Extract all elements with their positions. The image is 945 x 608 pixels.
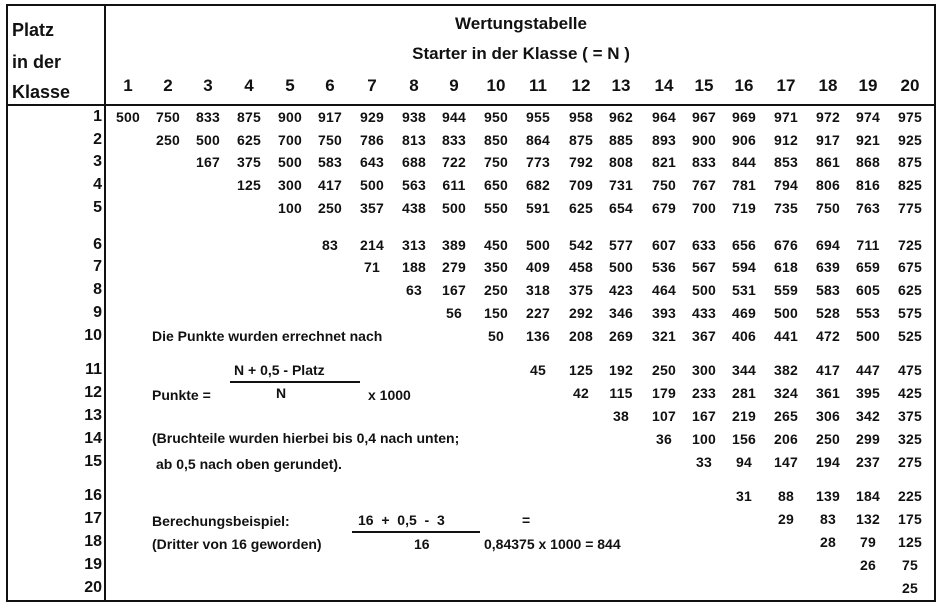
table-cell: 472 <box>816 328 840 344</box>
table-cell: 861 <box>816 154 840 170</box>
table-cell: 700 <box>278 132 302 148</box>
table-cell: 299 <box>856 431 880 447</box>
table-cell: 292 <box>569 305 593 321</box>
table-cell: 763 <box>856 200 880 216</box>
table-cell: 577 <box>609 237 633 253</box>
table-cell: 700 <box>692 200 716 216</box>
table-cell: 423 <box>609 282 633 298</box>
table-cell: 688 <box>402 154 426 170</box>
table-cell: 962 <box>609 109 633 125</box>
table-cell: 917 <box>816 132 840 148</box>
row-number: 8 <box>93 281 102 298</box>
row-number: 14 <box>84 430 102 447</box>
table-cell: 893 <box>652 132 676 148</box>
rounding-note-2: ab 0,5 nach oben gerundet). <box>156 456 342 472</box>
row-number: 7 <box>93 258 102 275</box>
table-cell: 656 <box>732 237 756 253</box>
table-cell: 900 <box>278 109 302 125</box>
row-number: 5 <box>93 199 102 216</box>
table-cell: 625 <box>898 282 922 298</box>
table-cell: 938 <box>402 109 426 125</box>
table-cell: 71 <box>364 259 380 275</box>
table-cell: 875 <box>237 109 261 125</box>
table-cell: 794 <box>774 177 798 193</box>
table-cell: 722 <box>442 154 466 170</box>
table-cell: 125 <box>569 362 593 378</box>
table-cell: 536 <box>652 259 676 275</box>
table-cell: 38 <box>613 408 629 424</box>
table-cell: 500 <box>774 305 798 321</box>
table-cell: 45 <box>530 362 546 378</box>
table-cell: 500 <box>360 177 384 193</box>
column-header: 17 <box>776 76 796 95</box>
table-cell: 775 <box>898 200 922 216</box>
table-cell: 735 <box>774 200 798 216</box>
table-cell: 475 <box>898 362 922 378</box>
table-cell: 625 <box>569 200 593 216</box>
table-cell: 808 <box>609 154 633 170</box>
column-header: 12 <box>571 76 591 95</box>
table-cell: 194 <box>816 454 840 470</box>
table-cell: 83 <box>820 511 836 527</box>
table-cell: 750 <box>652 177 676 193</box>
table-cell: 321 <box>652 328 676 344</box>
table-cell: 325 <box>898 431 922 447</box>
example-result: 0,84375 x 1000 = 844 <box>484 536 621 552</box>
table-cell: 955 <box>526 109 550 125</box>
table-cell: 650 <box>484 177 508 193</box>
table-cell: 88 <box>778 488 794 504</box>
row-number: 2 <box>93 131 102 148</box>
table-cell: 917 <box>318 109 342 125</box>
example-label: Berechungsbeispiel: <box>152 513 290 529</box>
table-cell: 156 <box>732 431 756 447</box>
row-number: 4 <box>93 176 102 193</box>
table-cell: 750 <box>484 154 508 170</box>
table-cell: 63 <box>406 282 422 298</box>
row-number: 12 <box>84 384 102 401</box>
table-subtitle: Starter in der Klasse ( = N ) <box>412 44 630 63</box>
table-cell: 925 <box>898 132 922 148</box>
table-cell: 633 <box>692 237 716 253</box>
header-divider <box>6 104 936 106</box>
table-cell: 531 <box>732 282 756 298</box>
column-header: 13 <box>611 76 631 95</box>
table-cell: 375 <box>898 408 922 424</box>
table-cell: 300 <box>278 177 302 193</box>
table-cell: 786 <box>360 132 384 148</box>
table-cell: 500 <box>116 109 140 125</box>
table-cell: 313 <box>402 237 426 253</box>
table-cell: 324 <box>774 385 798 401</box>
column-header: 16 <box>734 76 754 95</box>
table-cell: 875 <box>898 154 922 170</box>
table-cell: 921 <box>856 132 880 148</box>
table-cell: 100 <box>278 200 302 216</box>
table-cell: 417 <box>318 177 342 193</box>
table-cell: 969 <box>732 109 756 125</box>
table-cell: 306 <box>816 408 840 424</box>
table-cell: 250 <box>652 362 676 378</box>
table-cell: 83 <box>322 237 338 253</box>
column-header: 15 <box>694 76 714 95</box>
table-cell: 559 <box>774 282 798 298</box>
table-cell: 425 <box>898 385 922 401</box>
table-cell: 94 <box>736 454 752 470</box>
table-cell: 682 <box>526 177 550 193</box>
column-header: 5 <box>285 76 295 95</box>
row-number: 1 <box>93 108 102 125</box>
table-cell: 563 <box>402 177 426 193</box>
table-cell: 406 <box>732 328 756 344</box>
row-number: 16 <box>84 487 102 504</box>
table-cell: 813 <box>402 132 426 148</box>
corner-label-platz: Platz <box>12 20 55 40</box>
table-cell: 344 <box>732 362 756 378</box>
column-header: 2 <box>163 76 173 95</box>
row-number: 9 <box>93 304 102 321</box>
table-cell: 833 <box>692 154 716 170</box>
table-cell: 833 <box>196 109 220 125</box>
table-cell: 136 <box>526 328 550 344</box>
table-cell: 711 <box>856 237 880 253</box>
table-cell: 279 <box>442 259 466 275</box>
table-cell: 675 <box>898 259 922 275</box>
formula-label: Punkte = <box>152 387 211 403</box>
table-cell: 433 <box>692 305 716 321</box>
table-cell: 281 <box>732 385 756 401</box>
column-header: 6 <box>325 76 335 95</box>
table-cell: 367 <box>692 328 716 344</box>
table-cell: 950 <box>484 109 508 125</box>
row-number: 20 <box>84 579 102 596</box>
table-cell: 250 <box>816 431 840 447</box>
column-header: 1 <box>123 76 133 95</box>
table-cell: 844 <box>732 154 756 170</box>
table-cell: 125 <box>898 534 922 550</box>
example-equals: = <box>522 512 531 528</box>
table-cell: 900 <box>692 132 716 148</box>
column-header: 3 <box>203 76 213 95</box>
table-cell: 28 <box>820 534 836 550</box>
row-number: 19 <box>84 556 102 573</box>
table-cell: 525 <box>898 328 922 344</box>
table-cell: 583 <box>816 282 840 298</box>
table-cell: 206 <box>774 431 798 447</box>
table-cell: 458 <box>569 259 593 275</box>
table-cell: 500 <box>442 200 466 216</box>
table-cell: 750 <box>156 109 180 125</box>
column-header: 14 <box>654 76 674 95</box>
table-cell: 825 <box>898 177 922 193</box>
table-cell: 725 <box>898 237 922 253</box>
table-cell: 806 <box>816 177 840 193</box>
formula-numerator: N + 0,5 - Platz <box>234 362 325 378</box>
table-cell: 875 <box>569 132 593 148</box>
table-cell: 389 <box>442 237 466 253</box>
column-header: 11 <box>529 76 547 95</box>
table-cell: 500 <box>526 237 550 253</box>
table-cell: 179 <box>652 385 676 401</box>
example-fraction-bar <box>352 531 480 533</box>
table-cell: 192 <box>609 362 633 378</box>
table-cell: 944 <box>442 109 466 125</box>
table-cell: 233 <box>692 385 716 401</box>
table-cell: 611 <box>442 177 466 193</box>
table-cell: 767 <box>692 177 716 193</box>
corner-label-klasse: Klasse <box>12 82 71 102</box>
column-header: 19 <box>858 76 878 95</box>
table-cell: 26 <box>860 557 876 573</box>
table-cell: 50 <box>488 328 504 344</box>
column-header: 9 <box>449 76 459 95</box>
table-cell: 36 <box>656 431 672 447</box>
table-cell: 100 <box>692 431 716 447</box>
table-cell: 150 <box>484 305 508 321</box>
table-cell: 575 <box>898 305 922 321</box>
row-number: 10 <box>84 327 102 344</box>
table-cell: 167 <box>196 154 220 170</box>
table-cell: 719 <box>732 200 756 216</box>
table-cell: 974 <box>856 109 880 125</box>
column-header: 7 <box>367 76 377 95</box>
table-cell: 639 <box>816 259 840 275</box>
table-cell: 731 <box>609 177 633 193</box>
table-cell: 972 <box>816 109 840 125</box>
table-cell: 250 <box>318 200 342 216</box>
row-number: 6 <box>93 236 102 253</box>
corner-label-in-der: in der <box>12 52 62 72</box>
table-cell: 659 <box>856 259 880 275</box>
table-cell: 447 <box>856 362 880 378</box>
table-cell: 816 <box>856 177 880 193</box>
rounding-note-1: (Bruchteile wurden hierbei bis 0,4 nach unten; <box>152 430 460 446</box>
table-cell: 643 <box>360 154 384 170</box>
table-cell: 469 <box>732 305 756 321</box>
formula-fraction-bar <box>230 381 360 383</box>
table-cell: 709 <box>569 177 593 193</box>
row-number: 3 <box>93 153 102 170</box>
table-cell: 500 <box>609 259 633 275</box>
example-numerator: 16 + 0,5 - 3 <box>358 512 445 528</box>
column-header: 20 <box>900 76 920 95</box>
table-cell: 275 <box>898 454 922 470</box>
table-cell: 25 <box>902 580 918 596</box>
table-cell: 438 <box>402 200 426 216</box>
table-cell: 361 <box>816 385 840 401</box>
table-cell: 250 <box>484 282 508 298</box>
table-cell: 357 <box>360 200 384 216</box>
table-cell: 550 <box>484 200 508 216</box>
table-cell: 342 <box>856 408 880 424</box>
table-cell: 625 <box>237 132 261 148</box>
table-cell: 594 <box>732 259 756 275</box>
table-cell: 237 <box>856 454 880 470</box>
column-header: 8 <box>409 76 419 95</box>
table-cell: 56 <box>446 305 462 321</box>
table-cell: 300 <box>692 362 716 378</box>
table-cell: 781 <box>732 177 756 193</box>
table-cell: 125 <box>237 177 261 193</box>
table-cell: 227 <box>526 305 550 321</box>
table-cell: 31 <box>736 488 752 504</box>
column-divider <box>104 4 106 602</box>
table-cell: 500 <box>692 282 716 298</box>
row-number: 11 <box>85 361 102 378</box>
table-cell: 29 <box>778 511 794 527</box>
table-cell: 975 <box>898 109 922 125</box>
table-cell: 853 <box>774 154 798 170</box>
table-cell: 618 <box>774 259 798 275</box>
table-cell: 464 <box>652 282 676 298</box>
table-cell: 75 <box>902 557 918 573</box>
table-cell: 912 <box>774 132 798 148</box>
table-cell: 833 <box>442 132 466 148</box>
table-cell: 167 <box>692 408 716 424</box>
table-cell: 375 <box>237 154 261 170</box>
table-cell: 500 <box>856 328 880 344</box>
table-cell: 42 <box>573 385 589 401</box>
formula-denominator: N <box>276 385 287 401</box>
table-cell: 553 <box>856 305 880 321</box>
table-cell: 964 <box>652 109 676 125</box>
note-formula-intro: Die Punkte wurden errechnet nach <box>152 328 383 344</box>
table-cell: 605 <box>856 282 880 298</box>
table-cell: 500 <box>278 154 302 170</box>
table-cell: 792 <box>569 154 593 170</box>
table-cell: 350 <box>484 259 508 275</box>
table-cell: 107 <box>652 408 676 424</box>
table-cell: 393 <box>652 305 676 321</box>
table-cell: 167 <box>442 282 466 298</box>
table-cell: 208 <box>569 328 593 344</box>
table-cell: 139 <box>816 488 840 504</box>
table-cell: 694 <box>816 237 840 253</box>
table-cell: 750 <box>318 132 342 148</box>
table-cell: 676 <box>774 237 798 253</box>
column-header: 18 <box>818 76 838 95</box>
table-cell: 971 <box>774 109 798 125</box>
table-cell: 906 <box>732 132 756 148</box>
table-cell: 250 <box>156 132 180 148</box>
table-cell: 409 <box>526 259 550 275</box>
row-number: 13 <box>84 407 102 424</box>
table-cell: 441 <box>774 328 798 344</box>
row-number: 15 <box>84 453 102 470</box>
table-cell: 33 <box>696 454 712 470</box>
table-cell: 750 <box>816 200 840 216</box>
table-cell: 219 <box>732 408 756 424</box>
formula-factor: x 1000 <box>368 387 411 403</box>
column-header: 10 <box>486 76 506 95</box>
table-cell: 528 <box>816 305 840 321</box>
table-cell: 885 <box>609 132 633 148</box>
table-cell: 188 <box>402 259 426 275</box>
table-cell: 225 <box>898 488 922 504</box>
table-cell: 346 <box>609 305 633 321</box>
table-cell: 654 <box>609 200 633 216</box>
table-cell: 607 <box>652 237 676 253</box>
table-cell: 567 <box>692 259 716 275</box>
column-header: 4 <box>244 76 254 95</box>
table-cell: 132 <box>856 511 880 527</box>
example-note: (Dritter von 16 geworden) <box>152 536 322 552</box>
table-cell: 269 <box>609 328 633 344</box>
row-number: 17 <box>84 510 102 527</box>
table-cell: 318 <box>526 282 550 298</box>
table-cell: 115 <box>609 385 633 401</box>
table-cell: 864 <box>526 132 550 148</box>
table-cell: 147 <box>774 454 798 470</box>
table-cell: 417 <box>816 362 840 378</box>
table-cell: 929 <box>360 109 384 125</box>
table-cell: 395 <box>856 385 880 401</box>
table-cell: 868 <box>856 154 880 170</box>
table-cell: 850 <box>484 132 508 148</box>
table-cell: 773 <box>526 154 550 170</box>
table-cell: 958 <box>569 109 593 125</box>
example-denominator: 16 <box>414 536 430 552</box>
table-cell: 265 <box>774 408 798 424</box>
table-cell: 583 <box>318 154 342 170</box>
table-cell: 542 <box>569 237 593 253</box>
table-cell: 382 <box>774 362 798 378</box>
table-cell: 375 <box>569 282 593 298</box>
table-cell: 175 <box>898 511 922 527</box>
table-cell: 591 <box>526 200 550 216</box>
table-cell: 967 <box>692 109 716 125</box>
table-cell: 450 <box>484 237 508 253</box>
table-cell: 500 <box>196 132 220 148</box>
table-cell: 821 <box>652 154 676 170</box>
table-title: Wertungstabelle <box>455 14 587 33</box>
table-cell: 79 <box>860 534 876 550</box>
row-number: 18 <box>84 533 102 550</box>
table-cell: 214 <box>360 237 384 253</box>
table-cell: 679 <box>652 200 676 216</box>
table-cell: 184 <box>856 488 880 504</box>
